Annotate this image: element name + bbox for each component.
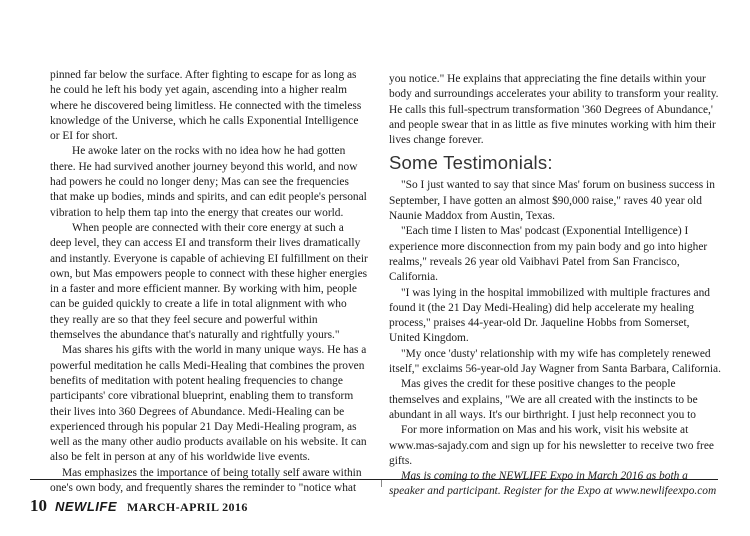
body-paragraph: Mas emphasizes the importance of being totally self aware within one's own body, and frequently shares the reminder to "notice what — [50, 466, 362, 495]
page-number: 10 — [30, 496, 47, 515]
body-paragraph: Mas gives the credit for these positive changes to the people themselves and explains, "We are all created with the instincts to be abundant in all ways. It's our birthright. I just help reconnect you to — [389, 378, 698, 421]
testimonial-paragraph: "I was lying in the hospital immobilized with multiple fractures and found it (the 21 Day Medi-Healing) did help accelerate my healing process," praises 44-year-old Dr. Jaqueline Hobbs from Somerset, United Kingdom. — [389, 286, 710, 345]
testimonial-paragraph: "So I just wanted to say that since Mas' forum on business success in September, I have gotten an almost $90,000 raise," raves 40 year old Naunie Maddox from Austin, Texas. — [389, 179, 715, 223]
body-paragraph: Mas shares his gifts with the world in many unique ways. He has a powerful meditation he calls Medi-Healing that combines the proven benefits of meditation with potent healing frequencies to change participants' core vibrational blueprint, enabling them to transform their lives into 360 Degrees of Abundance. Medi-Healing can be experienced through his popular 21 Day Medi-Healing program, as well as the many other audio products available on his website. It can also be felt in person at any of his worldwide live events. — [50, 344, 367, 464]
left-column — [50, 68, 368, 496]
testimonial-paragraph: "Each time I listen to Mas' podcast (Exponential Intelligence) I experience more disconnection from my pain body and go into higher realms," reveals 26 year old Vaibhavi Patel from San Francisco, California. — [389, 225, 708, 284]
body-paragraph: When people are connected with their core energy at such a deep level, they can access EI and transform their lives dramatically and instantly. Everyone is capable of achieving EI fulfillment on their own, but Mas empowers people to connect with these higher energies in a faster and more efficient manner. By working with him, people can be guided quickly to create a life in total alignment with who they really are so that they feel secure and powerful within themselves the abundance that's naturally and rightfully yours." — [50, 221, 368, 342]
page-footer — [30, 496, 248, 516]
issue-date: MARCH-APRIL 2016 — [127, 500, 248, 514]
column-gutter-mark — [381, 480, 382, 487]
footer-divider — [30, 479, 718, 480]
body-paragraph: For more information on Mas and his work, visit his website at www.mas-sajady.com and sign up for his newsletter to receive two free gifts. — [389, 424, 714, 467]
right-column — [389, 72, 722, 500]
testimonial-paragraph: "My once 'dusty' relationship with my wife has completely renewed itself," exclaims 56-year-old Jay Wagner from Santa Barbara, California. — [389, 347, 721, 376]
body-paragraph: you notice." He explains that appreciating the fine details within your body and surroundings accelerates your ability to transform your reality. He calls this full-spectrum transformation '360 Degrees of Abundance,' and people swear that in as little as five minutes working with him their lives change forever. — [389, 73, 719, 147]
magazine-name: NEWLIFE — [55, 499, 117, 514]
body-paragraph: He awoke later on the rocks with no idea how he had gotten there. He had survived another journey beyond this world, and now had powers he could no longer deny; Mas can see the frequencies that make up bodies, minds and spirits, and can edit people's personal vibration to help them tap into the energy that creates our world. — [50, 145, 367, 219]
body-paragraph: pinned far below the surface. After fighting to escape for as long as he could he left his body yet again, ascending into a higher realm where he discovered being limitless. He connected with the timeless knowledge of the Universe, which he calls Exponential Intelligence or EI for short. — [50, 69, 362, 143]
closing-note: Mas is coming to the NEWLIFE Expo in March 2016 as both a speaker and participant. Register for the Expo at www.newlifeexpo.com — [389, 470, 717, 498]
section-heading: Some Testimonials: — [389, 152, 553, 174]
